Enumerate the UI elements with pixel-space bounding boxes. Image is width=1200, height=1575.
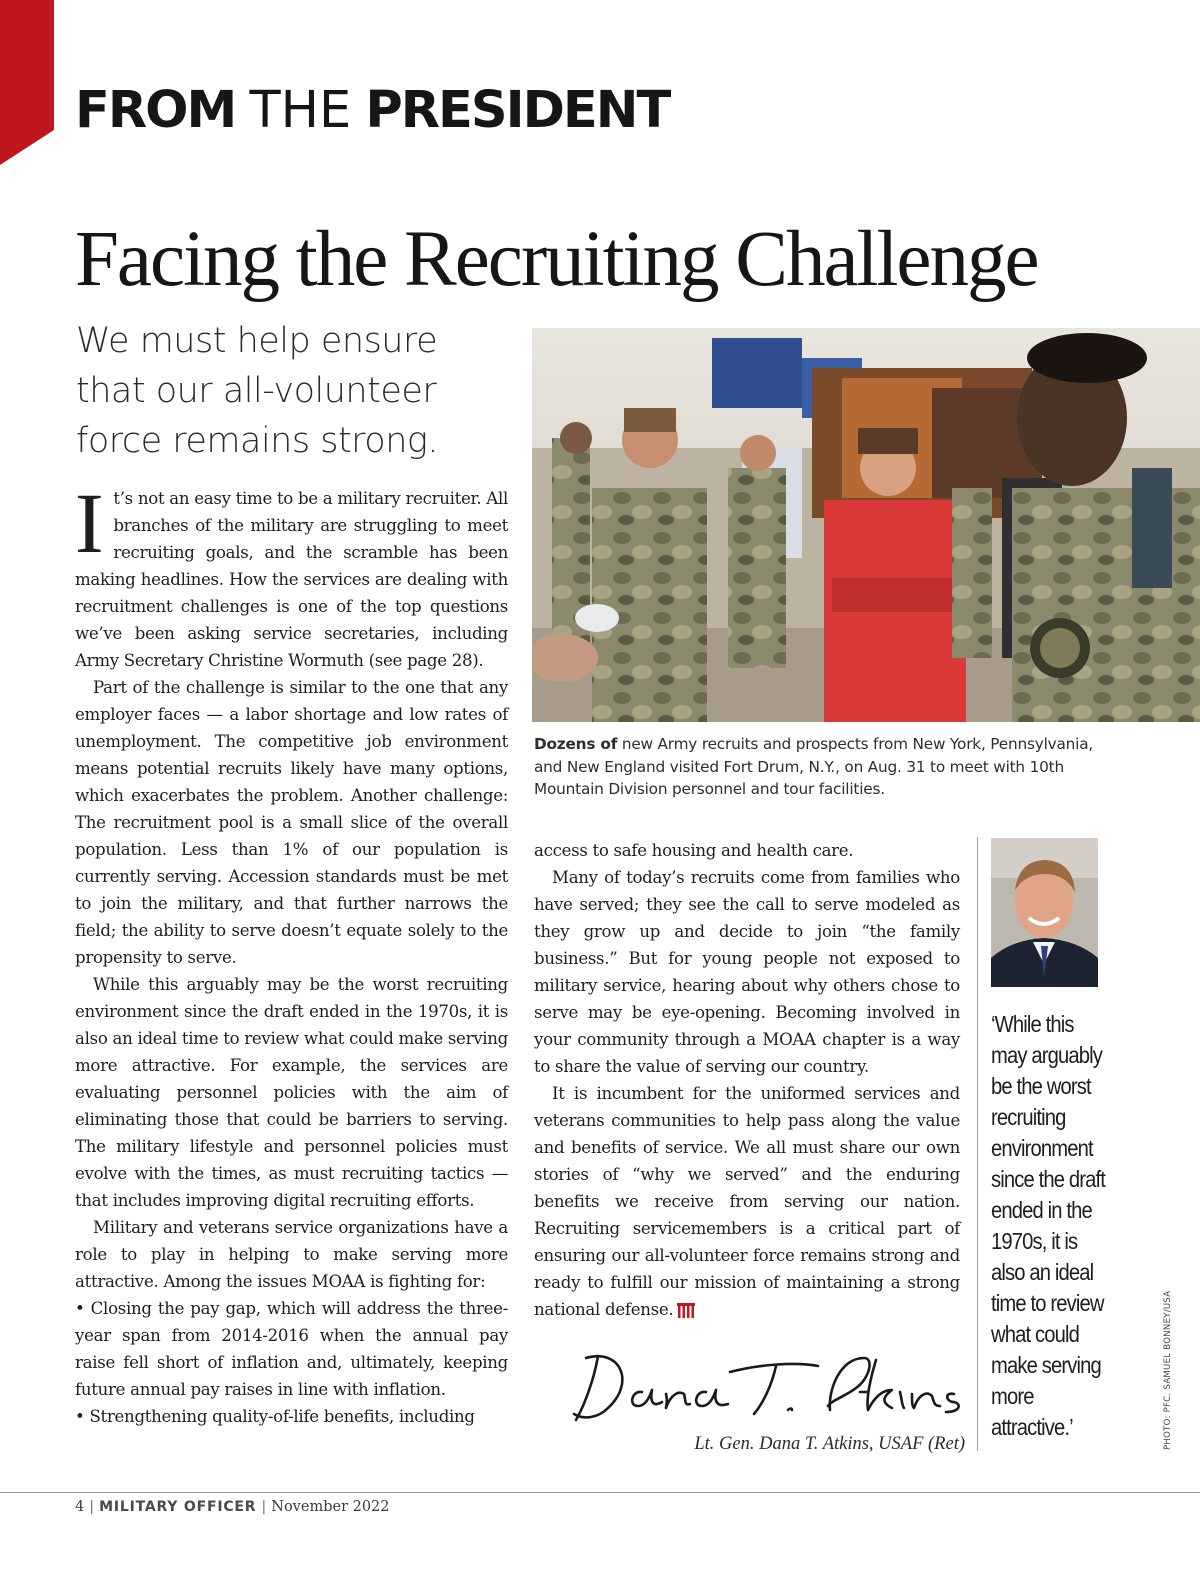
magazine-name: MILITARY OFFICER bbox=[99, 1499, 257, 1515]
footer-separator-1: | bbox=[89, 1499, 95, 1515]
article-paragraph-7 bbox=[534, 1080, 960, 1323]
article-headline: Facing the Recruiting Challenge bbox=[75, 216, 1038, 303]
pull-quote: ‘While this may arguably be the worst recruiting environment since the draft ended in the 1970s, it is also an ideal time to review what could make serving more attractive.’ bbox=[991, 1011, 1106, 1440]
article-paragraph-6: Many of today’s recruits come from families who have served; they see the call to serve modeled as they grow up and decide to join “the family business.” But for young people not exposed to military service, hearing about why others chose to serve may be eye-opening. Becoming involved in your community through a MOAA chapter is a way to share the value of serving our country. bbox=[534, 868, 960, 1076]
page-footer bbox=[75, 1497, 390, 1517]
article-column-left bbox=[75, 475, 508, 1430]
section-header-from: FROM bbox=[75, 81, 236, 140]
page-number: 4 bbox=[75, 1499, 85, 1515]
section-header-the: THE bbox=[249, 81, 352, 140]
caption-text: new Army recruits and prospects from New York, Pennsylvania, and New England visited Fort Drum, N.Y., on Aug. 31 to meet with 10th Mountain Division personnel and tour facilities. bbox=[534, 735, 1094, 798]
signature-handwritten bbox=[570, 1350, 965, 1430]
paragraph-text: t’s not an easy time to be a military recruiter. All branches of the military are struggling to meet recruiting goals, and the scramble has been making headlines. How the services are dealing with recruitment challenges is one of the top questions we’ve been asking service secretaries, including Army Secretary Christine Wormuth (see page 28). bbox=[75, 489, 508, 670]
bullet-item-quality-of-life: • Strengthening quality-of-life benefits, including bbox=[75, 1407, 475, 1426]
moaa-end-mark-icon bbox=[677, 1303, 695, 1319]
footer-rule bbox=[0, 1492, 1200, 1493]
article-deck: We must help ensure that our all-volunteer force remains strong. bbox=[76, 321, 439, 461]
footer-separator-2: | bbox=[261, 1499, 267, 1515]
section-header bbox=[75, 80, 669, 142]
column-divider bbox=[977, 837, 978, 1451]
article-paragraph-2: Part of the challenge is similar to the one that any employer faces — a labor shortage and low rates of unemployment. The competitive job environment means potential recruits likely have many options, which exacerbates the problem. Another challenge: The recruitment pool is a small slice of the overall population. Less than 1% of our population is currently serving. Accession standards must be met to join the military, and that further narrows the field; the ability to serve doesn’t equate solely to the propensity to serve. bbox=[75, 678, 508, 967]
photo-caption bbox=[534, 733, 1094, 801]
article-paragraph-1 bbox=[75, 475, 508, 674]
article-paragraph-4: Military and veterans service organizations have a role to play in helping to make serving more attractive. Among the issues MOAA is fighting for: bbox=[75, 1218, 508, 1291]
author-portrait bbox=[991, 838, 1098, 987]
photo-credit: PHOTO: PFC. SAMUEL BONNEY/USA bbox=[1163, 1290, 1173, 1450]
red-corner-tab bbox=[0, 0, 54, 165]
article-paragraph-5: access to safe housing and health care. bbox=[534, 841, 854, 860]
caption-lead: Dozens of bbox=[534, 735, 618, 753]
recruits-photo-illustration bbox=[532, 328, 1200, 722]
signature-name: Lt. Gen. Dana T. Atkins, USAF (Ret) bbox=[694, 1434, 965, 1454]
article-column-middle bbox=[534, 837, 960, 1323]
drop-cap: I bbox=[75, 475, 104, 571]
article-paragraph-3: While this arguably may be the worst recruiting environment since the draft ended in the 1970s, it is also an ideal time to review what could make serving more attractive. For example, the services are evaluating personnel policies with the aim of eliminating those that could be barriers to serving. The military lifestyle and personnel policies must evolve with the times, as must recruiting tactics — that includes improving digital recruiting efforts. bbox=[75, 975, 508, 1210]
bullet-item-pay-gap: • Closing the pay gap, which will address the three-year span from 2014-2016 when the annual pay raise fell short of inflation and, ultimately, keeping future annual pay raises in line with inflation. bbox=[75, 1299, 508, 1399]
paragraph-text: It is incumbent for the uniformed services and veterans communities to help pass along the value and benefits of service. We all must share our own stories of “why we served” and the enduring benefits we receive from serving our nation. Recruiting servicemembers is a critical part of ensuring our all-volunteer force remains strong and ready to fulfill our mission of maintaining a strong national defense. bbox=[534, 1084, 960, 1319]
author-portrait-illustration bbox=[991, 838, 1098, 987]
section-header-president: PRESIDENT bbox=[365, 81, 670, 140]
recruits-photo bbox=[532, 328, 1200, 722]
issue-date: November 2022 bbox=[271, 1499, 390, 1515]
